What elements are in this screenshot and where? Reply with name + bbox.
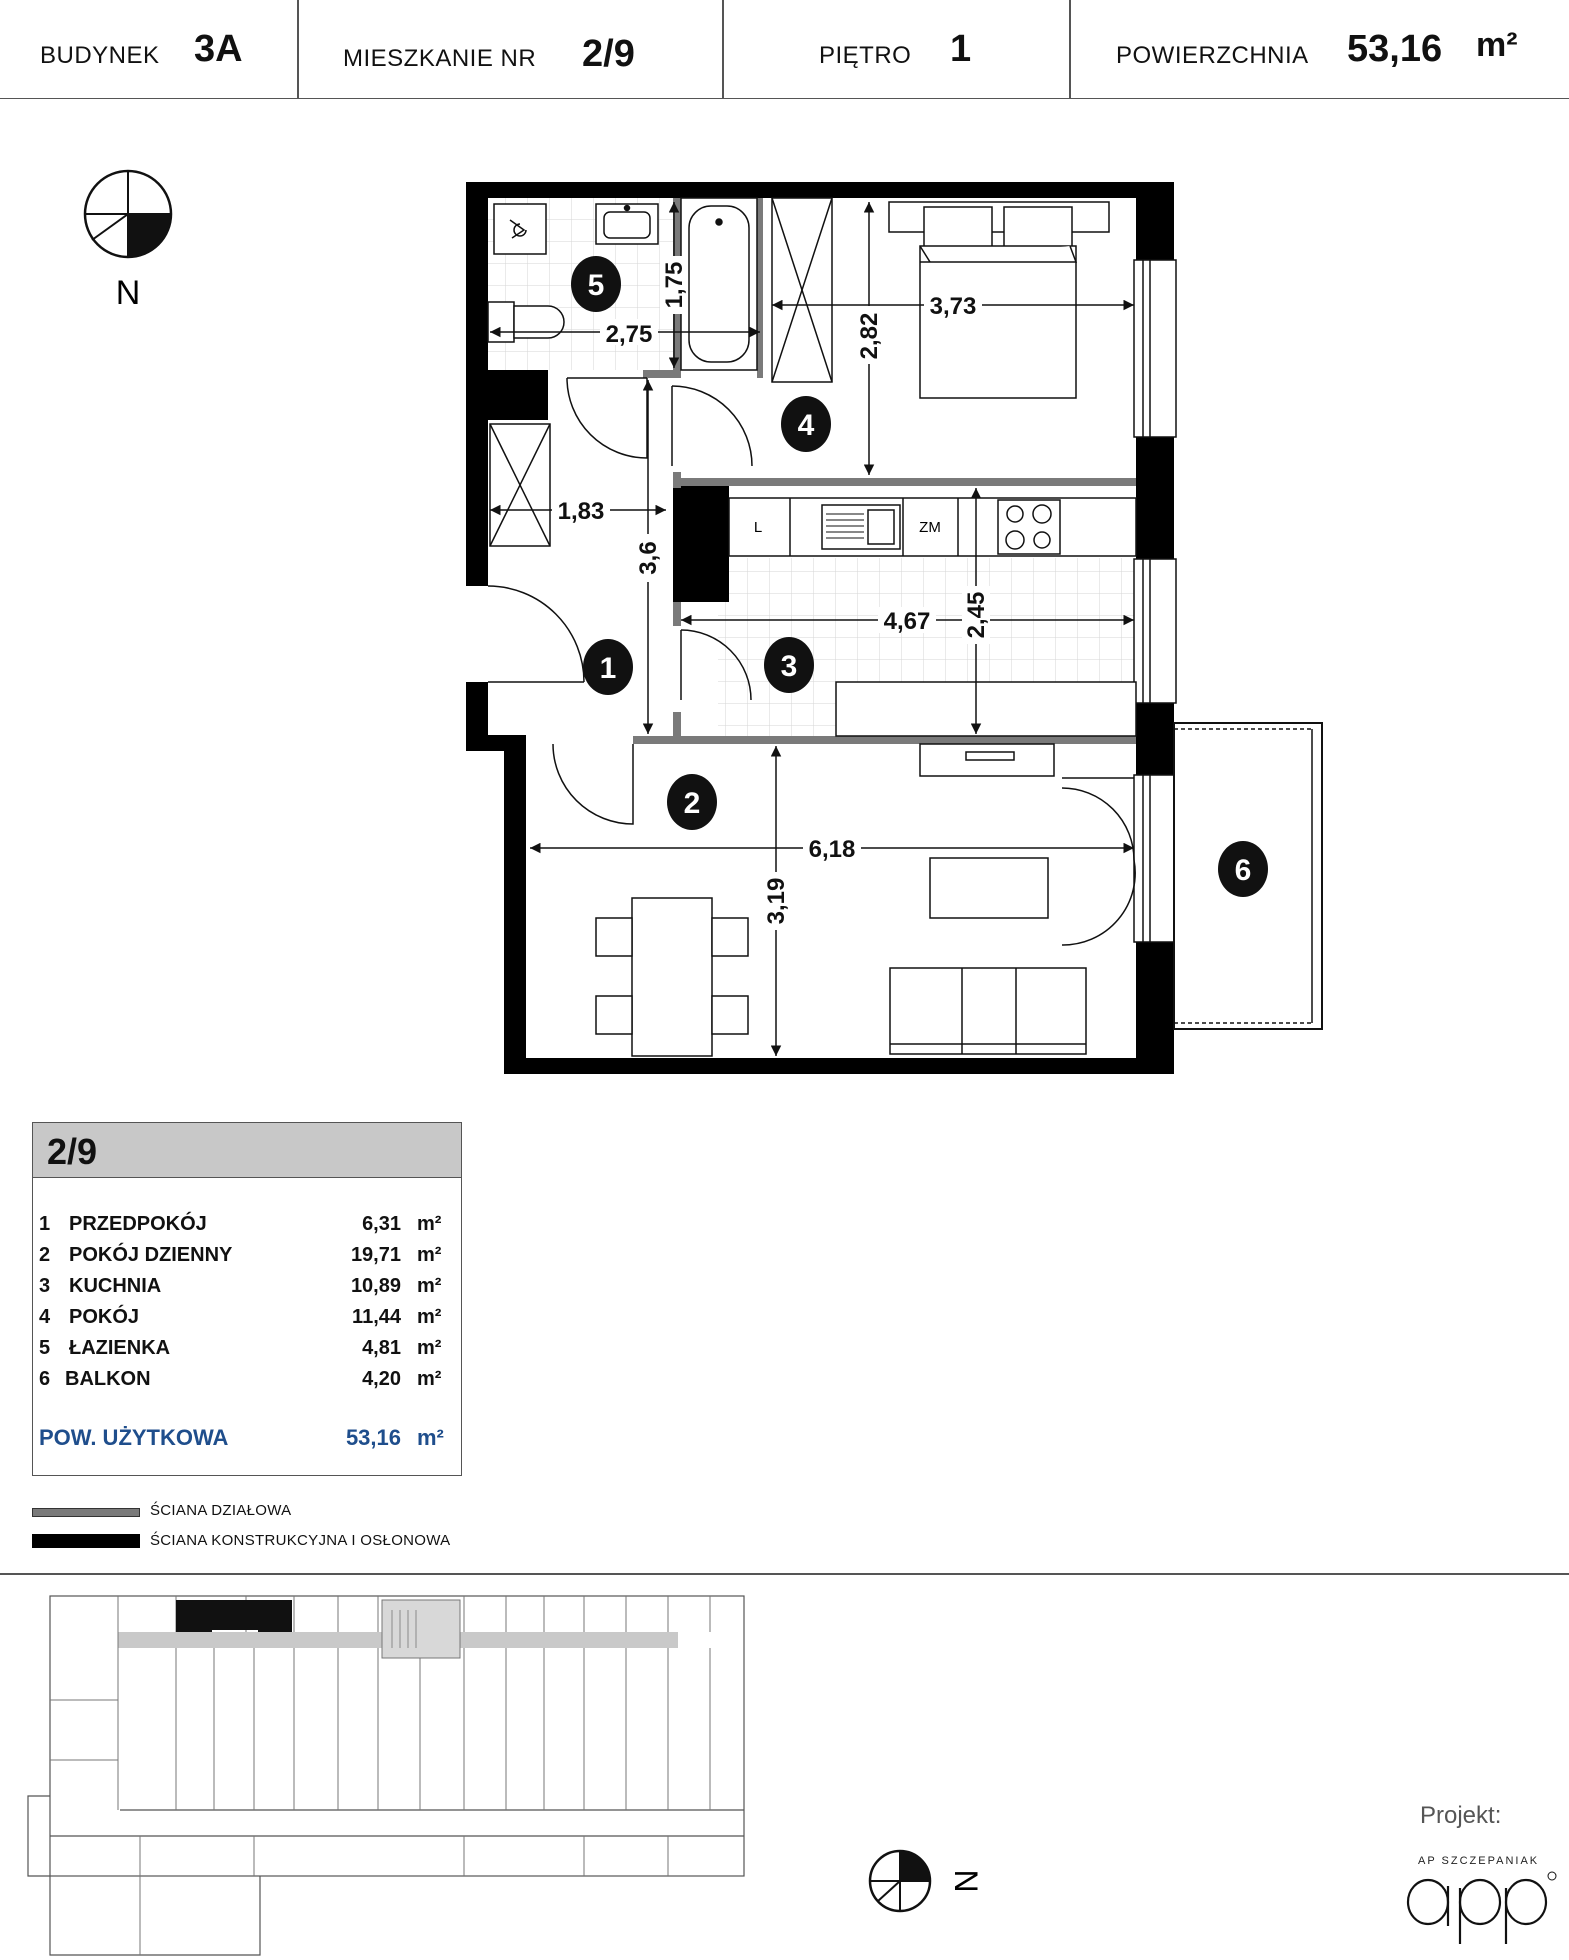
legend-partition-label: ŚCIANA DZIAŁOWA bbox=[150, 1502, 292, 1519]
area-value: 53,16 bbox=[1347, 28, 1443, 70]
table-row bbox=[33, 1244, 461, 1274]
room-name: BALKON bbox=[65, 1368, 151, 1390]
dim-bath-depth: 1,75 bbox=[661, 261, 688, 309]
table-row bbox=[33, 1368, 461, 1398]
dim-living-width: 6,18 bbox=[808, 836, 856, 863]
room-name: POKÓJ DZIENNY bbox=[69, 1244, 233, 1266]
room-unit: m² bbox=[417, 1306, 442, 1328]
room-area: 11,44 bbox=[352, 1306, 401, 1328]
dim-bedroom-depth: 2,82 bbox=[856, 312, 883, 360]
building-label: BUDYNEK bbox=[40, 42, 160, 69]
windows bbox=[1134, 260, 1176, 942]
total-unit: m² bbox=[417, 1425, 444, 1450]
room-number: 6 bbox=[39, 1368, 51, 1390]
room-name: KUCHNIA bbox=[69, 1275, 162, 1297]
room-marker-2: 2 bbox=[683, 787, 701, 820]
compass-label: N bbox=[115, 274, 141, 312]
room-number: 1 bbox=[39, 1213, 51, 1235]
dim-bedroom-width: 3,73 bbox=[929, 293, 977, 320]
room-area: 10,89 bbox=[350, 1275, 401, 1297]
legend-structural-label: ŚCIANA KONSTRUKCYJNA I OSŁONOWA bbox=[150, 1532, 451, 1549]
table-title: 2/9 bbox=[47, 1131, 98, 1172]
header-bar bbox=[0, 0, 1569, 99]
room-number: 3 bbox=[39, 1275, 51, 1297]
room-number: 4 bbox=[39, 1306, 51, 1328]
room-unit: m² bbox=[417, 1213, 442, 1235]
section-divider bbox=[0, 1573, 1569, 1575]
room-number: 2 bbox=[39, 1244, 51, 1266]
partition-wall-swatch bbox=[32, 1508, 140, 1517]
room-unit: m² bbox=[417, 1244, 442, 1266]
area-unit: m² bbox=[1476, 26, 1518, 64]
bed-icon bbox=[889, 202, 1109, 398]
company-logo bbox=[1400, 1870, 1560, 1950]
room-unit: m² bbox=[417, 1275, 442, 1297]
area-cell bbox=[1070, 0, 1569, 98]
floor-plan bbox=[0, 100, 1569, 1100]
room-marker-5: 5 bbox=[587, 269, 605, 302]
floor-cell bbox=[723, 0, 1069, 98]
key-plan-compass-label: N bbox=[948, 1869, 984, 1893]
room-name: ŁAZIENKA bbox=[69, 1337, 171, 1359]
apartment-cell bbox=[298, 0, 722, 98]
room-marker-6: 6 bbox=[1234, 854, 1252, 887]
table-header bbox=[33, 1123, 461, 1178]
apartment-label: MIESZKANIE NR bbox=[343, 45, 537, 72]
room-name: POKÓJ bbox=[69, 1306, 140, 1328]
room-name: PRZEDPOKÓJ bbox=[69, 1213, 207, 1235]
table-row bbox=[33, 1275, 461, 1305]
table-row bbox=[33, 1213, 461, 1243]
table-total-row bbox=[33, 1425, 461, 1455]
compass-icon bbox=[85, 171, 171, 257]
total-area: 53,16 bbox=[345, 1425, 401, 1450]
dim-hall-depth: 3,6 bbox=[635, 541, 662, 575]
table-row bbox=[33, 1337, 461, 1367]
apartment-value: 2/9 bbox=[582, 33, 635, 75]
area-label: POWIERZCHNIA bbox=[1116, 42, 1309, 69]
table-row bbox=[33, 1306, 461, 1336]
room-unit: m² bbox=[417, 1337, 442, 1359]
dim-kitchen-width: 4,67 bbox=[883, 608, 931, 635]
room-area-table bbox=[32, 1122, 462, 1476]
building-value: 3A bbox=[194, 28, 243, 70]
fridge-label: L bbox=[753, 519, 763, 536]
key-plan-compass-icon bbox=[870, 1851, 930, 1911]
structural-wall-swatch bbox=[32, 1534, 140, 1548]
room-area: 4,20 bbox=[362, 1368, 401, 1390]
building-cell bbox=[0, 0, 297, 98]
room-number: 5 bbox=[39, 1337, 51, 1359]
oven-label: ZM bbox=[919, 519, 941, 536]
room-area: 6,31 bbox=[362, 1213, 401, 1235]
logo-caption: AP SZCZEPANIAK bbox=[1418, 1855, 1540, 1867]
room-marker-1: 1 bbox=[599, 652, 617, 685]
dim-living-depth: 3,19 bbox=[763, 877, 790, 925]
room-marker-4: 4 bbox=[797, 409, 815, 442]
room-marker-3: 3 bbox=[780, 650, 798, 683]
room-area: 4,81 bbox=[362, 1337, 401, 1359]
floor-label: PIĘTRO bbox=[819, 42, 912, 69]
room-area: 19,71 bbox=[350, 1244, 401, 1266]
room-unit: m² bbox=[417, 1368, 442, 1390]
dim-kitchen-depth: 2,45 bbox=[963, 591, 990, 639]
highlighted-apartment bbox=[176, 1600, 292, 1630]
building-key-plan bbox=[0, 1576, 1000, 1960]
total-label: POW. UŻYTKOWA bbox=[39, 1425, 229, 1450]
dim-bath-width: 2,75 bbox=[605, 321, 653, 348]
dim-hall-width: 1,83 bbox=[557, 498, 605, 525]
project-label: Projekt: bbox=[1420, 1802, 1502, 1829]
floor-value: 1 bbox=[950, 28, 972, 70]
